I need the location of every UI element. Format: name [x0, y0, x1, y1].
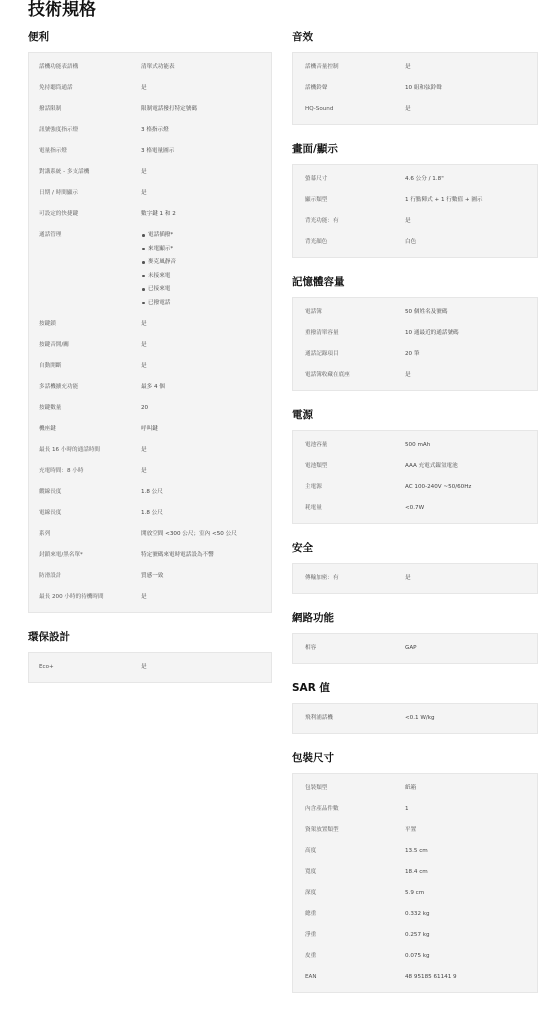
- spec-value: 是: [405, 575, 411, 581]
- spec-row: [293, 799, 537, 820]
- spec-value: 開放空間 <300 公尺；室內 <50 公尺: [141, 530, 237, 537]
- spec-value: 數字鍵 1 和 2: [141, 211, 176, 217]
- spec-row: [293, 302, 537, 323]
- spec-section: [292, 408, 538, 524]
- spec-row: [293, 169, 537, 190]
- list-item: 電話插撥*: [141, 231, 263, 240]
- spec-table: [292, 563, 538, 594]
- spec-section: [292, 751, 538, 993]
- spec-row: [29, 398, 271, 419]
- spec-row: [29, 141, 271, 162]
- spec-label: 通話管理: [39, 232, 62, 238]
- spec-label: 包裝類型: [305, 785, 328, 791]
- list-item: 已接來電: [141, 285, 263, 294]
- spec-row: [29, 587, 271, 608]
- spec-table: [292, 297, 538, 391]
- spec-label: 按鍵數量: [39, 404, 62, 411]
- spec-row: [29, 461, 271, 482]
- spec-row: [293, 638, 537, 659]
- spec-label: 螢幕尺寸: [305, 176, 328, 182]
- spec-row: [293, 778, 537, 799]
- spec-label: 機座鍵: [39, 425, 56, 432]
- list-item: 未接來電: [141, 272, 263, 281]
- spec-label: 按鍵鎖: [39, 320, 56, 327]
- right-column: [292, 30, 538, 1010]
- spec-row: [293, 211, 537, 232]
- spec-value: AAA 充電式鎳氫電池: [405, 463, 458, 469]
- spec-label: 日期 / 時間顯示: [39, 190, 79, 196]
- spec-value: 20: [141, 404, 149, 411]
- spec-label: 訊號強度指示燈: [39, 127, 79, 133]
- spec-label: 話機鈴聲: [305, 85, 328, 91]
- spec-row: [293, 99, 537, 120]
- spec-row: [293, 820, 537, 841]
- spec-label: 撥話限制: [39, 106, 62, 112]
- spec-value: 13.5 cm: [405, 848, 428, 854]
- spec-label: Eco+: [39, 663, 54, 670]
- spec-row: [293, 708, 537, 729]
- spec-value: 3 格電量圖示: [141, 148, 175, 154]
- spec-table: [292, 633, 538, 664]
- spec-label: 防滑設計: [39, 572, 62, 579]
- spec-value: 是: [141, 85, 147, 91]
- spec-value: 48 95185 61141 9: [405, 974, 457, 980]
- spec-row: [293, 435, 537, 456]
- spec-label: 顯示類型: [305, 197, 328, 203]
- spec-label: 資架放置類型: [305, 827, 339, 833]
- spec-row: [293, 190, 537, 211]
- spec-row: [29, 524, 271, 545]
- spec-row: [29, 419, 271, 440]
- spec-table: [28, 52, 272, 613]
- spec-row: [293, 232, 537, 253]
- list-item: 來電顯示*: [141, 245, 263, 254]
- spec-value: 清單式功能表: [141, 64, 175, 70]
- spec-value: 0.257 kg: [405, 932, 430, 938]
- spec-table: [292, 430, 538, 524]
- spec-value: 1.8 公尺: [141, 488, 163, 495]
- spec-label: 電量指示燈: [39, 148, 67, 154]
- spec-value: <0.7W: [405, 505, 425, 511]
- spec-label: 深度: [305, 890, 317, 896]
- section-title: 記憶體容量: [292, 276, 345, 288]
- spec-value: 是: [141, 467, 147, 474]
- spec-row: [293, 967, 537, 988]
- spec-section: [292, 142, 538, 258]
- spec-value: 限制電話撥打特定號碼: [141, 106, 197, 112]
- spec-value: 平置: [405, 827, 417, 833]
- spec-label: 傳輸加密：有: [305, 575, 339, 581]
- spec-label: 總重: [305, 911, 317, 917]
- spec-row: [293, 498, 537, 519]
- spec-row: [29, 162, 271, 183]
- spec-row: [293, 946, 537, 967]
- spec-row: [293, 904, 537, 925]
- spec-value: 呼叫鍵: [141, 425, 158, 432]
- spec-row: [29, 657, 271, 678]
- section-title: 安全: [292, 542, 313, 554]
- spec-value: 是: [141, 169, 147, 175]
- spec-row: [293, 323, 537, 344]
- section-title: SAR 值: [292, 682, 330, 694]
- spec-value: 是: [141, 593, 147, 600]
- spec-row: [29, 356, 271, 377]
- spec-label: 對講系統 - 多支話機: [39, 169, 90, 175]
- spec-row: [29, 314, 271, 335]
- spec-label: 背光功能：有: [305, 218, 339, 224]
- spec-row: [293, 568, 537, 589]
- spec-value: 特定號碼來電時電話設為不響: [141, 551, 214, 558]
- spec-row: [293, 365, 537, 386]
- spec-row: [29, 335, 271, 356]
- spec-row: [29, 99, 271, 120]
- spec-value: 10 組和弦鈴聲: [405, 85, 442, 91]
- spec-label: 寬度: [305, 869, 317, 875]
- section-title: 電源: [292, 409, 313, 421]
- spec-section: [292, 681, 538, 734]
- spec-value: 500 mAh: [405, 442, 431, 448]
- spec-table: [28, 652, 272, 683]
- spec-label: 免持聽筒通話: [39, 85, 73, 91]
- spec-label: 話機音量控制: [305, 64, 339, 70]
- spec-value: 1 行點陣式 + 1 行數值 + 圖示: [405, 197, 483, 203]
- spec-section: [292, 541, 538, 594]
- spec-row: [29, 566, 271, 587]
- spec-table: [292, 52, 538, 125]
- spec-row: [293, 841, 537, 862]
- spec-table: [292, 773, 538, 993]
- spec-label: 電話簿收藏在底座: [305, 372, 350, 378]
- spec-value: 是: [141, 320, 147, 327]
- spec-value: 4.6 公分 / 1.8": [405, 176, 444, 182]
- spec-row: [29, 183, 271, 204]
- spec-value: 18.4 cm: [405, 869, 428, 875]
- page-title: 技術規格: [28, 0, 96, 20]
- spec-row: [29, 440, 271, 461]
- spec-row: [293, 57, 537, 78]
- spec-value: 5.9 cm: [405, 890, 425, 896]
- spec-value: 1.8 公尺: [141, 509, 163, 516]
- section-title: 畫面/顯示: [292, 143, 338, 155]
- section-title: 環保設計: [28, 630, 70, 643]
- spec-label: 系列: [39, 530, 51, 537]
- spec-table: [292, 703, 538, 734]
- spec-label: 封鎖來電/黑名單*: [39, 551, 83, 558]
- spec-value: GAP: [405, 645, 417, 651]
- spec-label: 可設定的快捷鍵: [39, 211, 79, 217]
- spec-label: 充電時間：8 小時: [39, 467, 84, 474]
- section-title: 便利: [28, 31, 49, 43]
- section-title: 音效: [292, 31, 313, 43]
- spec-value: 0.332 kg: [405, 911, 430, 917]
- spec-value: 10 通最近的通話號碼: [405, 330, 459, 336]
- spec-label: 背光顏色: [305, 239, 328, 245]
- spec-section: [292, 611, 538, 664]
- spec-label: 皮重: [305, 953, 317, 959]
- spec-row: [293, 344, 537, 365]
- spec-row: [293, 925, 537, 946]
- spec-label: 電池容量: [305, 442, 328, 448]
- spec-value: 3 格指示燈: [141, 127, 169, 133]
- spec-label: 淨重: [305, 932, 317, 938]
- spec-value: [141, 231, 271, 308]
- spec-row: [29, 377, 271, 398]
- spec-row: [29, 204, 271, 225]
- spec-value: 是: [141, 190, 147, 196]
- spec-value-list: [141, 231, 263, 308]
- spec-value: 20 筆: [405, 351, 420, 357]
- spec-label: 多話機擴充功能: [39, 383, 79, 390]
- section-title: 包裝尺寸: [292, 752, 334, 764]
- spec-label: 耗電量: [305, 505, 322, 511]
- spec-section: [28, 630, 272, 683]
- spec-value: 是: [405, 372, 411, 378]
- spec-label: 最長 16 小時的通話時間: [39, 446, 101, 453]
- spec-section: [292, 30, 538, 125]
- spec-label: HQ-Sound: [305, 106, 334, 112]
- spec-label: 高度: [305, 848, 317, 854]
- spec-label: 電線長度: [39, 509, 62, 516]
- spec-value: 白色: [405, 239, 417, 245]
- list-item: 已撥電話: [141, 299, 263, 308]
- spec-label: 電話簿: [305, 309, 322, 315]
- spec-row: [293, 477, 537, 498]
- spec-value: 50 個姓名及號碼: [405, 309, 448, 315]
- spec-value: 1: [405, 806, 409, 812]
- spec-value: 質感一致: [141, 572, 164, 579]
- spec-value: 是: [141, 446, 147, 453]
- spec-label: 纜線長度: [39, 488, 62, 495]
- spec-row: [29, 503, 271, 524]
- spec-row: [293, 78, 537, 99]
- spec-label: 內含產品件數: [305, 806, 339, 812]
- spec-label: 重撥清單容量: [305, 330, 339, 336]
- spec-section: [292, 275, 538, 391]
- spec-row: [29, 120, 271, 141]
- spec-value: 是: [141, 362, 147, 369]
- spec-label: 電池類型: [305, 463, 328, 469]
- spec-value: AC 100-240V ~50/60Hz: [405, 484, 472, 490]
- spec-value: 是: [405, 64, 411, 70]
- spec-label: 按鍵音開/關: [39, 341, 69, 348]
- spec-section: [28, 30, 272, 613]
- spec-label: 自動開斷: [39, 362, 62, 369]
- spec-value: 是: [141, 341, 147, 348]
- spec-label: 主電源: [305, 484, 322, 490]
- spec-row: [29, 545, 271, 566]
- spec-row: [29, 482, 271, 503]
- left-column: [28, 30, 272, 700]
- spec-value: 0.075 kg: [405, 953, 430, 959]
- spec-label: EAN: [305, 974, 317, 980]
- spec-row: [293, 862, 537, 883]
- spec-row: [293, 456, 537, 477]
- spec-value: 是: [405, 106, 411, 112]
- spec-label: 話機功能表語構: [39, 64, 79, 70]
- spec-row: [293, 883, 537, 904]
- spec-row: [29, 225, 271, 314]
- section-title: 網路功能: [292, 612, 334, 624]
- spec-label: 最長 200 小時的待機時間: [39, 593, 104, 600]
- spec-value: 是: [405, 218, 411, 224]
- spec-row: [29, 78, 271, 99]
- list-item: 麥克風靜音: [141, 258, 263, 267]
- spec-value: 紙箱: [405, 785, 417, 791]
- spec-row: [29, 57, 271, 78]
- spec-value: 是: [141, 663, 147, 670]
- spec-value: <0.1 W/kg: [405, 715, 435, 721]
- spec-label: 通話記錄項目: [305, 351, 339, 357]
- spec-table: [292, 164, 538, 258]
- spec-label: 飛利浦話機: [305, 715, 333, 721]
- spec-label: 相容: [305, 645, 317, 651]
- spec-value: 最多 4 個: [141, 383, 165, 390]
